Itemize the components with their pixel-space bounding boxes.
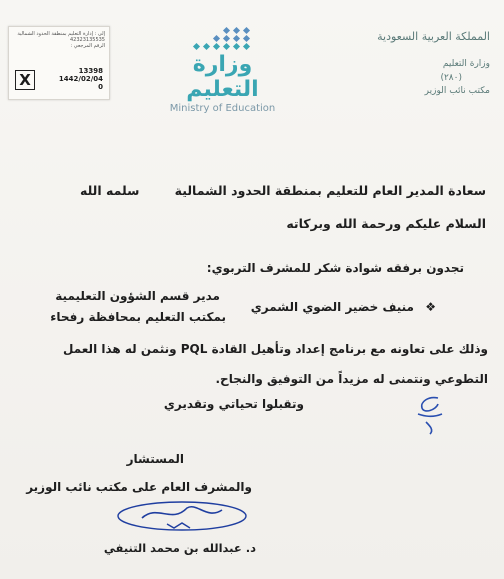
paragraph-line-1: وذلك على تعاونه مع برنامج إعداد وتأهيل القادة PQL ونثمن له هذا العمل — [63, 342, 488, 356]
logo-english-text: Ministry of Education — [169, 103, 276, 114]
handwritten-initial-icon — [408, 392, 448, 437]
person-name: منيف خضير الضوي الشمري — [250, 300, 414, 314]
logo-arabic-text: وزارة التعليم — [186, 52, 259, 102]
stamp-date: 1442/02/04 — [58, 75, 103, 83]
person-title-2: بمكتب التعليم بمحافظة رفحاء — [50, 310, 226, 324]
office-name: مكتب نائب الوزير — [424, 86, 490, 96]
signer-title-1: المستشار — [126, 452, 184, 466]
person-title-1: مدير قسم الشؤون التعليمية — [55, 289, 220, 303]
letterhead-right — [320, 30, 490, 96]
signer-title-2: والمشرف العام على مكتب نائب الوزير — [26, 480, 252, 494]
stamp-line-2: 42323135535 — [70, 37, 105, 43]
incoming-stamp — [8, 26, 110, 100]
greeting-line: السلام عليكم ورحمة الله وبركاته — [286, 216, 486, 231]
bullet-icon: ❖ — [425, 300, 436, 314]
stamp-numbers — [59, 67, 103, 91]
stamp-x-mark: X — [15, 70, 35, 90]
signature-icon — [112, 494, 252, 539]
salutation-right: سلمه الله — [80, 183, 140, 198]
addressee-line: سعادة المدير العام للتعليم بمنطقة الحدود الشمالية — [174, 183, 486, 198]
intro-line: تجدون برفقه شوادة شكر للمشرف التربوي: — [206, 261, 464, 275]
ministry-dots-icon — [188, 26, 258, 52]
stamp-serial: 13398 — [78, 67, 103, 75]
paragraph-line-2: التطوعي ونتمنى له مزيداً من التوفيق والنجاح. — [215, 372, 488, 386]
office-number: (٢٨٠) — [440, 73, 462, 83]
ministry-logo — [155, 26, 290, 116]
signer-name: د. عبدالله بن محمد التنيفي — [103, 541, 256, 555]
ministry-name: وزارة التعليم — [442, 59, 490, 69]
stamp-zero: 0 — [98, 83, 103, 91]
kingdom-name: المملكة العربية السعودية — [377, 30, 490, 43]
stamp-line-3: الرقم المرجعي : — [70, 43, 105, 49]
stamp-line-1: إلى : إدارة التعليم بمنطقة الحدود الشمالية — [17, 31, 105, 37]
closing-line: وتقبلوا تحياتي وتقديري — [163, 397, 304, 411]
